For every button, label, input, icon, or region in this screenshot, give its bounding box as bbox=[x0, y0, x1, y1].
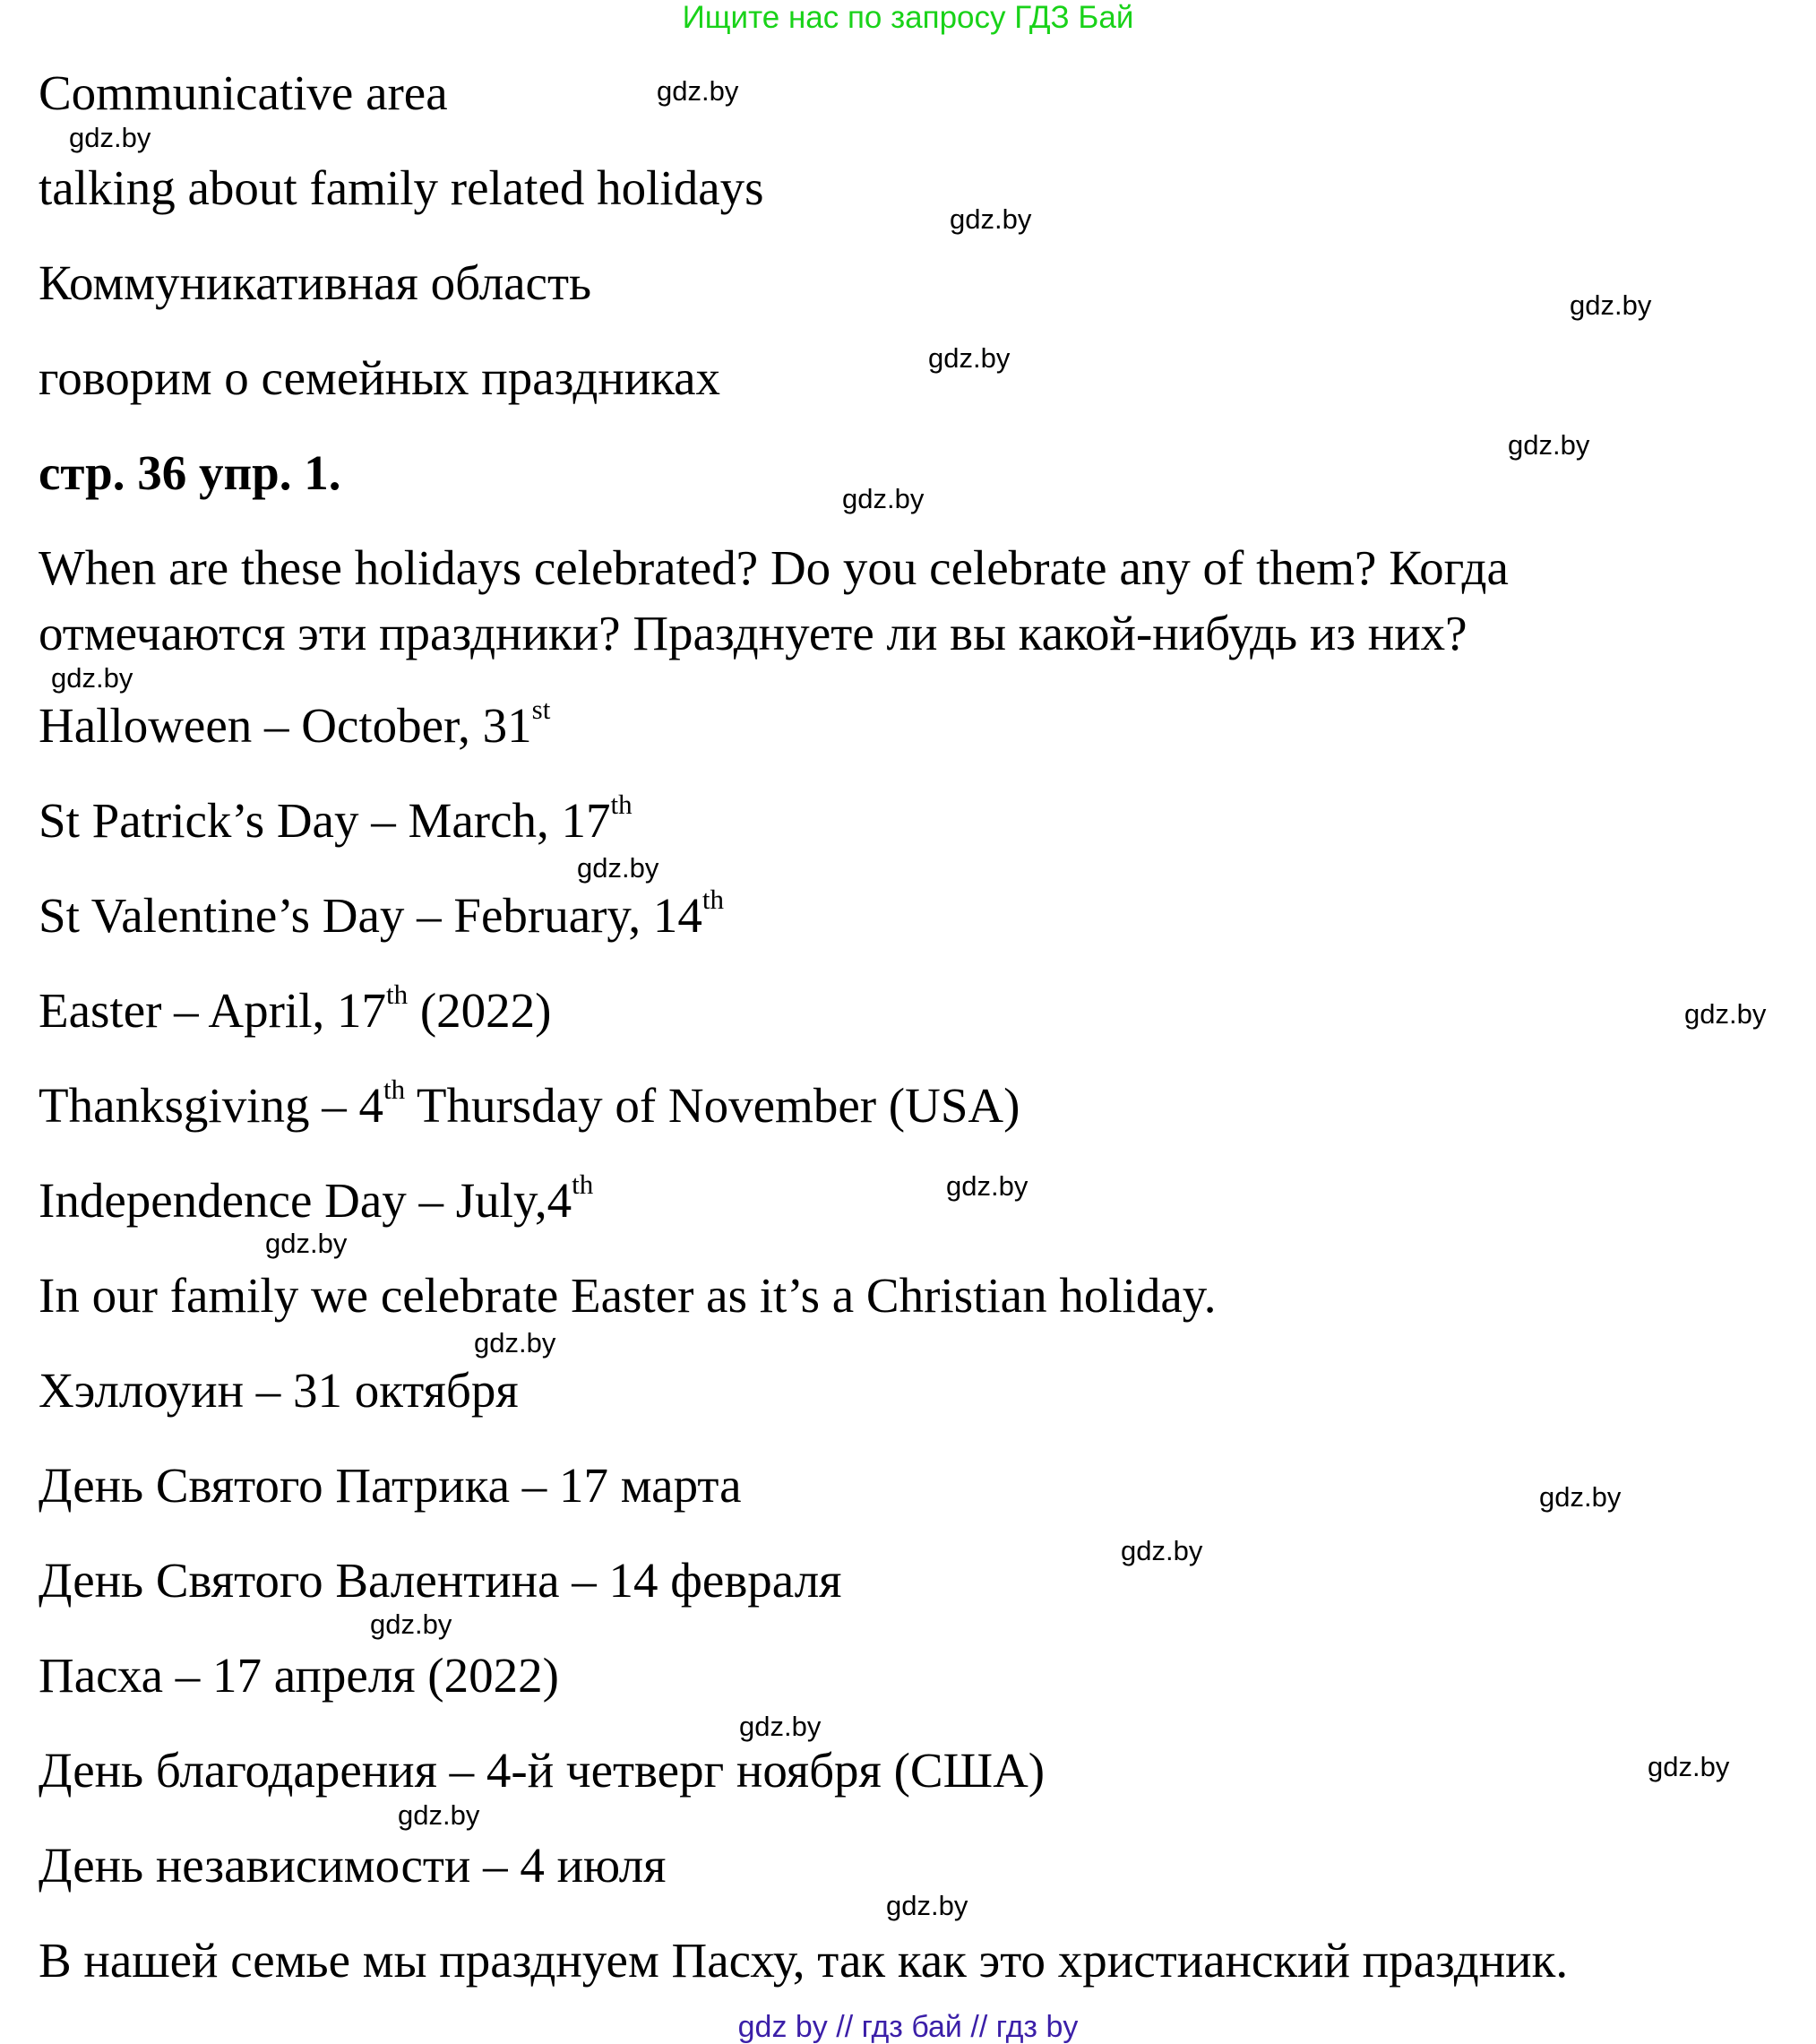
holiday-ru-independence: День независимости – 4 июля bbox=[39, 1838, 667, 1893]
answer-ru: В нашей семье мы празднуем Пасху, так как это христианский праздник. bbox=[39, 1933, 1569, 1988]
communicative-area-heading-ru: Коммуникативная область bbox=[39, 255, 592, 310]
watermark: gdz.by bbox=[1508, 429, 1590, 461]
holiday-ru-st-valentines: День Святого Валентина – 14 февраля bbox=[39, 1553, 842, 1608]
holiday-ru-halloween: Хэллоуин – 31 октября bbox=[39, 1363, 519, 1418]
watermark: gdz.by bbox=[398, 1799, 480, 1831]
watermark: gdz.by bbox=[1684, 998, 1767, 1030]
watermark: gdz.by bbox=[739, 1711, 822, 1742]
watermark: gdz.by bbox=[474, 1327, 556, 1358]
watermark: gdz.by bbox=[842, 483, 925, 514]
communicative-area-heading: Communicative area bbox=[39, 65, 448, 120]
watermark: gdz.by bbox=[51, 662, 133, 694]
watermark: gdz.by bbox=[370, 1608, 452, 1640]
question-line-2: отмечаются эти праздники? Празднуете ли вы какой-нибудь из них? bbox=[39, 606, 1467, 660]
holiday-ru-st-patricks: День Святого Патрика – 17 марта bbox=[39, 1458, 742, 1513]
watermark: gdz.by bbox=[950, 203, 1032, 235]
watermark: gdz.by bbox=[946, 1170, 1028, 1202]
exercise-title: стр. 36 упр. 1. bbox=[39, 445, 341, 500]
holiday-halloween: Halloween – October, 31st bbox=[39, 694, 551, 753]
watermark: gdz.by bbox=[1539, 1481, 1622, 1513]
holiday-st-patricks: St Patrick’s Day – March, 17th bbox=[39, 789, 633, 848]
holiday-ru-easter: Пасха – 17 апреля (2022) bbox=[39, 1648, 559, 1703]
holiday-easter: Easter – April, 17th (2022) bbox=[39, 979, 552, 1038]
watermark: gdz.by bbox=[1121, 1535, 1203, 1566]
holiday-st-valentines: St Valentine’s Day – February, 14th bbox=[39, 884, 724, 943]
watermark: gdz.by bbox=[1648, 1751, 1730, 1782]
watermark: gdz.by bbox=[886, 1890, 968, 1921]
question-line-1: When are these holidays celebrated? Do you celebrate any of them? Когда bbox=[39, 540, 1509, 595]
watermark: gdz.by bbox=[577, 852, 659, 884]
watermark: gdz.by bbox=[69, 122, 151, 153]
holiday-independence: Independence Day – July,4th bbox=[39, 1169, 594, 1228]
holiday-thanksgiving: Thanksgiving – 4th Thursday of November (USA) bbox=[39, 1074, 1020, 1133]
top-banner: Ищите нас по запросу ГДЗ Бай bbox=[682, 0, 1134, 35]
topic-line: talking about family related holidays bbox=[39, 160, 764, 215]
watermark: gdz.by bbox=[928, 342, 1011, 374]
answer-en: In our family we celebrate Easter as it’s a Christian holiday. bbox=[39, 1268, 1217, 1323]
footer-watermark: gdz by // гдз бай // гдз by bbox=[737, 2010, 1079, 2044]
watermark: gdz.by bbox=[265, 1228, 348, 1259]
topic-line-ru: говорим о семейных праздниках bbox=[39, 350, 721, 405]
holiday-ru-thanksgiving: День благодарения – 4-й четверг ноября (США) bbox=[39, 1743, 1046, 1798]
watermark: gdz.by bbox=[657, 75, 739, 107]
watermark: gdz.by bbox=[1570, 289, 1652, 321]
